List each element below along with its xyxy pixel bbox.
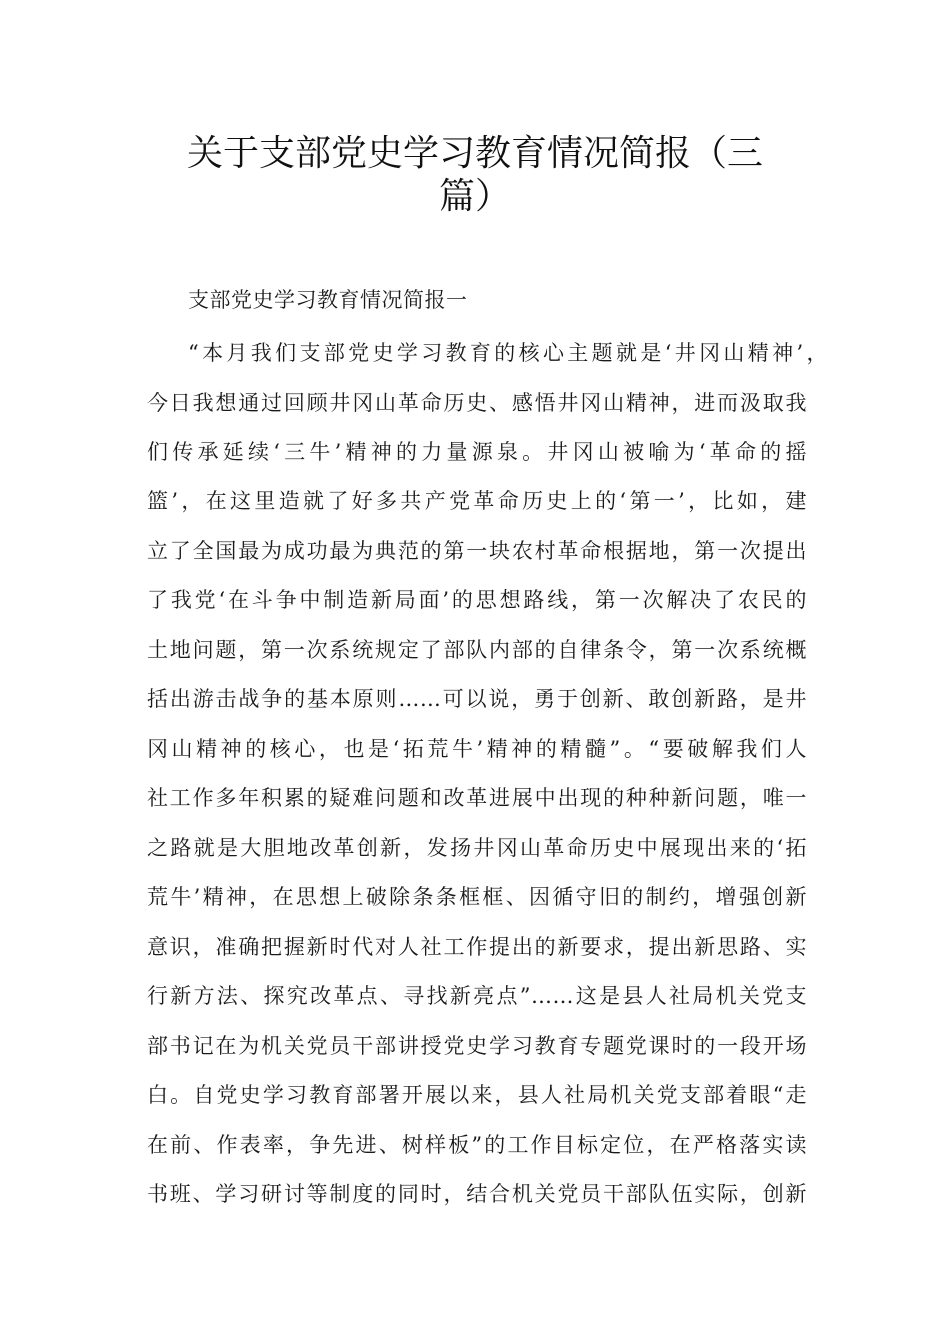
paragraph-line: 立了全国最为成功最为典范的第一块农村革命根据地，第一次提出 xyxy=(147,539,807,563)
paragraph-line: 之路就是大胆地改革创新，发扬井冈山革命历史中展现出来的‘拓 xyxy=(147,836,807,860)
paragraph-line: 意识，准确把握新时代对人社工作提出的新要求，提出新思路、实 xyxy=(147,935,807,959)
paragraph-line: 社工作多年积累的疑难问题和改革进展中出现的种种新问题，唯一 xyxy=(147,786,807,810)
paragraph-line: 冈山精神的核心，也是‘拓荒牛’精神的精髓”。“要破解我们人 xyxy=(147,737,807,761)
paragraph-line: 土地问题，第一次系统规定了部队内部的自律条令，第一次系统概 xyxy=(147,638,807,662)
paragraph-line: “本月我们支部党史学习教育的核心主题就是‘井冈山精神’， xyxy=(188,341,828,365)
section-heading: 支部党史学习教育情况简报一 xyxy=(188,288,468,312)
paragraph-line: 篮’，在这里造就了好多共产党革命历史上的‘第一’，比如，建 xyxy=(147,489,807,513)
paragraph-line: 们传承延续‘三牛’精神的力量源泉。井冈山被喻为‘革命的摇 xyxy=(147,440,807,464)
document-title-line-2: 篇） xyxy=(438,176,511,217)
paragraph-line: 括出游击战争的基本原则……可以说，勇于创新、敢创新路，是井 xyxy=(147,687,807,711)
paragraph-line: 今日我想通过回顾井冈山革命历史、感悟井冈山精神，进而汲取我 xyxy=(147,391,807,415)
document-title-line-1: 关于支部党史学习教育情况简报（三 xyxy=(186,133,763,174)
paragraph-line: 白。自党史学习教育部署开展以来，县人社局机关党支部着眼“走 xyxy=(147,1083,807,1107)
paragraph-line: 部书记在为机关党员干部讲授党史学习教育专题党课时的一段开场 xyxy=(147,1034,807,1058)
paragraph-line: 行新方法、探究改革点、寻找新亮点”……这是县人社局机关党支 xyxy=(147,984,807,1008)
paragraph-line: 书班、学习研讨等制度的同时，结合机关党员干部队伍实际，创新 xyxy=(147,1182,807,1206)
paragraph-line: 在前、作表率，争先进、树样板”的工作目标定位，在严格落实读 xyxy=(147,1133,807,1157)
paragraph-line: 了我党‘在斗争中制造新局面’的思想路线，第一次解决了农民的 xyxy=(147,588,807,612)
paragraph-line: 荒牛’精神，在思想上破除条条框框、因循守旧的制约，增强创新 xyxy=(147,885,807,909)
